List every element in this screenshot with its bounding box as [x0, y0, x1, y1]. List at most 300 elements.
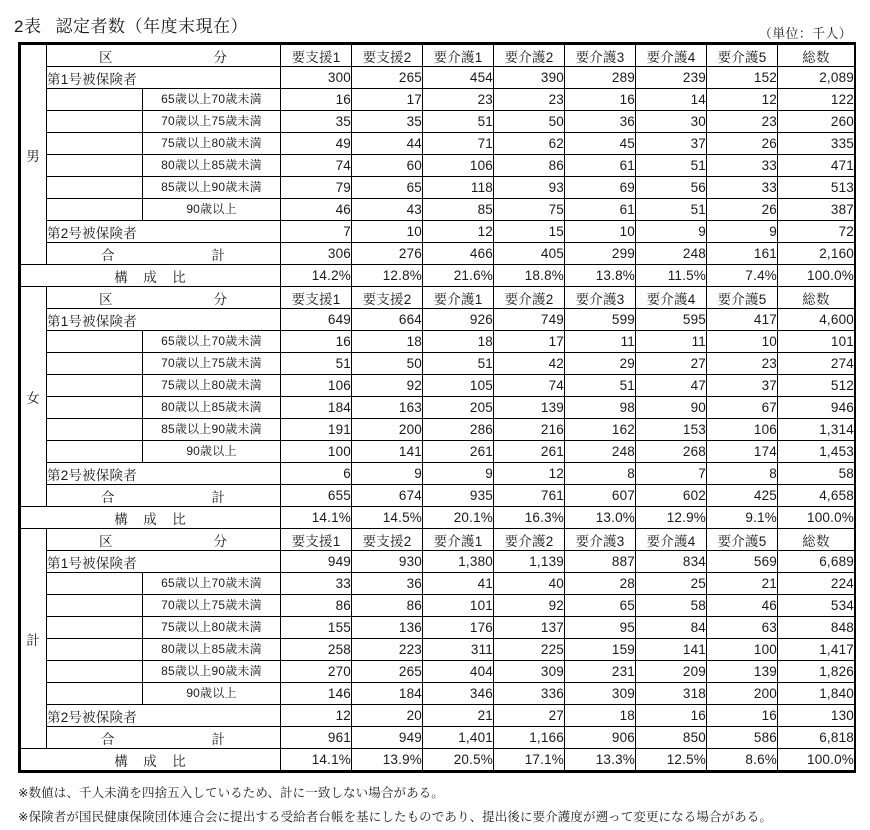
insured2-value: 12: [494, 463, 565, 485]
age-group-label: 85歳以上90歳未満: [161, 180, 262, 194]
row-age-group: [21, 573, 855, 595]
age-group-value: 30: [636, 111, 707, 133]
column-header-cell: 要介護2: [494, 287, 565, 309]
age-group-value: 35: [281, 111, 352, 133]
column-header-cell: 要介護4: [636, 529, 707, 551]
column-header-cell: 総数: [778, 287, 855, 309]
composition-ratio-value: 12.9%: [636, 507, 707, 529]
total-value: 602: [636, 485, 707, 507]
insured2-value: 21: [423, 705, 494, 727]
insured2-value: 9: [352, 463, 423, 485]
insured1-value: 887: [565, 551, 636, 573]
age-group-label: 70歳以上75歳未満: [161, 356, 262, 370]
row-age-group: [21, 419, 855, 441]
age-group-value: 50: [352, 353, 423, 375]
age-group-label-cell: [47, 155, 281, 177]
age-group-value: 118: [423, 177, 494, 199]
age-group-value: 26: [707, 199, 778, 221]
age-group-value: 223: [352, 639, 423, 661]
age-group-value: 23: [707, 353, 778, 375]
age-group-value: 191: [281, 419, 352, 441]
insured1-value: 454: [423, 67, 494, 89]
insured1-value: 417: [707, 309, 778, 331]
insured2-value: 7: [281, 221, 352, 243]
total-value: 1,166: [494, 727, 565, 749]
age-group-value: 184: [281, 397, 352, 419]
row-total: [21, 485, 855, 507]
age-group-value: 174: [707, 441, 778, 463]
total-label-right: 計: [211, 731, 226, 747]
age-group-value: 848: [778, 617, 855, 639]
composition-ratio-value: 18.8%: [494, 265, 565, 287]
age-group-value: 74: [281, 155, 352, 177]
section-label: 女: [21, 287, 47, 507]
age-group-value: 86: [352, 595, 423, 617]
insured1-value: 834: [636, 551, 707, 573]
age-group-value: 309: [494, 661, 565, 683]
section-label: 計: [21, 529, 47, 749]
age-group-value: 92: [352, 375, 423, 397]
age-group-value: 471: [778, 155, 855, 177]
age-group-label: 90歳以上: [186, 444, 237, 458]
age-group-value: 23: [494, 89, 565, 111]
age-group-label-cell: [47, 639, 281, 661]
row-age-group: [21, 595, 855, 617]
total-label-cell: [47, 243, 281, 265]
row-label: 第2号被保険者: [47, 463, 281, 485]
composition-ratio-value: 20.1%: [423, 507, 494, 529]
age-group-value: 137: [494, 617, 565, 639]
age-group-label: 65歳以上70歳未満: [161, 334, 262, 348]
age-group-value: 90: [636, 397, 707, 419]
row-insured-category-2: [21, 221, 855, 243]
age-group-value: 17: [352, 89, 423, 111]
category-header: [47, 529, 281, 551]
age-group-value: 106: [707, 419, 778, 441]
age-group-value: 387: [778, 199, 855, 221]
age-group-label: 90歳以上: [186, 686, 237, 700]
age-group-value: 69: [565, 177, 636, 199]
age-group-label-cell: [47, 331, 281, 353]
age-group-value: 85: [423, 199, 494, 221]
column-header-cell: 要支援2: [352, 529, 423, 551]
age-group-value: 513: [778, 177, 855, 199]
age-group-label: 65歳以上70歳未満: [161, 92, 262, 106]
row-age-group: [21, 353, 855, 375]
age-group-label-cell: [47, 199, 281, 221]
composition-ratio-value: 14.2%: [281, 265, 352, 287]
age-group-value: 61: [565, 199, 636, 221]
composition-ratio-value: 100.0%: [778, 749, 855, 771]
insured2-value: 12: [423, 221, 494, 243]
composition-ratio-value: 20.5%: [423, 749, 494, 771]
age-group-value: 11: [565, 331, 636, 353]
age-group-value: 159: [565, 639, 636, 661]
age-group-value: 75: [494, 199, 565, 221]
age-group-value: 100: [281, 441, 352, 463]
age-group-value: 268: [636, 441, 707, 463]
age-group-value: 270: [281, 661, 352, 683]
age-group-value: 404: [423, 661, 494, 683]
composition-ratio-value: 16.3%: [494, 507, 565, 529]
age-group-value: 51: [565, 375, 636, 397]
column-header-cell: 総数: [778, 45, 855, 67]
composition-ratio-value: 7.4%: [707, 265, 778, 287]
insured2-value: 8: [707, 463, 778, 485]
age-group-value: 1,840: [778, 683, 855, 705]
total-label-right: 計: [211, 247, 226, 263]
age-group-value: 65: [565, 595, 636, 617]
column-header-row: [21, 529, 855, 551]
total-value: 405: [494, 243, 565, 265]
age-group-label: 85歳以上90歳未満: [161, 422, 262, 436]
age-group-value: 47: [636, 375, 707, 397]
age-group-value: 261: [494, 441, 565, 463]
age-group-value: 16: [281, 89, 352, 111]
age-group-value: 274: [778, 353, 855, 375]
total-value: 906: [565, 727, 636, 749]
insured1-value: 1,380: [423, 551, 494, 573]
column-header-cell: 要支援1: [281, 45, 352, 67]
row-age-group: [21, 683, 855, 705]
insured1-value: 664: [352, 309, 423, 331]
total-value: 674: [352, 485, 423, 507]
age-group-value: 79: [281, 177, 352, 199]
age-group-value: 163: [352, 397, 423, 419]
age-group-value: 35: [352, 111, 423, 133]
age-group-value: 335: [778, 133, 855, 155]
age-group-value: 139: [707, 661, 778, 683]
age-group-value: 61: [565, 155, 636, 177]
age-group-value: 260: [778, 111, 855, 133]
age-group-label-cell: [47, 375, 281, 397]
row-insured-category-1: [21, 551, 855, 573]
column-header-cell: 要介護1: [423, 529, 494, 551]
insured2-value: 15: [494, 221, 565, 243]
age-group-value: 258: [281, 639, 352, 661]
age-group-value: 106: [423, 155, 494, 177]
total-label-cell: [47, 727, 281, 749]
total-label-left: 合: [101, 489, 116, 505]
insured1-value: 390: [494, 67, 565, 89]
row-label: 第1号被保険者: [47, 309, 281, 331]
age-group-value: 51: [423, 111, 494, 133]
age-group-label: 70歳以上75歳未満: [161, 598, 262, 612]
row-composition-ratio: [21, 265, 855, 287]
age-group-value: 11: [636, 331, 707, 353]
total-value: 299: [565, 243, 636, 265]
age-group-value: 37: [636, 133, 707, 155]
row-insured-category-2: [21, 705, 855, 727]
total-value: 850: [636, 727, 707, 749]
age-group-value: 318: [636, 683, 707, 705]
age-group-value: 43: [352, 199, 423, 221]
row-insured-category-1: [21, 309, 855, 331]
footnotes: [18, 782, 856, 830]
age-group-value: 84: [636, 617, 707, 639]
age-group-value: 36: [565, 111, 636, 133]
insured1-value: 239: [636, 67, 707, 89]
insured1-value: 1,139: [494, 551, 565, 573]
section-label: 男: [21, 45, 47, 265]
insured1-value: 300: [281, 67, 352, 89]
age-group-value: 146: [281, 683, 352, 705]
age-group-value: 58: [636, 595, 707, 617]
age-group-value: 41: [423, 573, 494, 595]
insured1-value: 595: [636, 309, 707, 331]
row-total: [21, 727, 855, 749]
column-header-cell: 要介護5: [707, 529, 778, 551]
total-label-left: 合: [101, 731, 116, 747]
total-value: 586: [707, 727, 778, 749]
category-header-left: 区: [99, 291, 114, 307]
row-age-group: [21, 133, 855, 155]
total-label-cell: [47, 485, 281, 507]
age-group-value: 122: [778, 89, 855, 111]
age-group-value: 56: [636, 177, 707, 199]
column-header-cell: 要介護3: [565, 529, 636, 551]
composition-ratio-value: 12.8%: [352, 265, 423, 287]
column-header-cell: 要介護2: [494, 529, 565, 551]
age-group-label-cell: [47, 177, 281, 199]
insured2-value: 7: [636, 463, 707, 485]
age-group-value: 101: [423, 595, 494, 617]
insured1-value: 4,600: [778, 309, 855, 331]
age-group-value: 200: [707, 683, 778, 705]
row-age-group: [21, 397, 855, 419]
age-group-label: 85歳以上90歳未満: [161, 664, 262, 678]
row-age-group: [21, 177, 855, 199]
title-row: [0, 0, 870, 40]
column-header-cell: 要介護4: [636, 287, 707, 309]
row-age-group: [21, 617, 855, 639]
footnote-item: ※数値は、千人未満を四捨五入しているため、計に一致しない場合がある。: [18, 786, 444, 800]
composition-ratio-value: 14.1%: [281, 749, 352, 771]
age-group-label: 65歳以上70歳未満: [161, 576, 262, 590]
total-value: 6,818: [778, 727, 855, 749]
insured2-value: 18: [565, 705, 636, 727]
total-value: 425: [707, 485, 778, 507]
age-group-value: 141: [352, 441, 423, 463]
age-group-label: 90歳以上: [186, 202, 237, 216]
row-insured-category-2: [21, 463, 855, 485]
age-group-value: 248: [565, 441, 636, 463]
total-value: 466: [423, 243, 494, 265]
total-label-left: 合: [101, 247, 116, 263]
composition-ratio-value: 8.6%: [707, 749, 778, 771]
age-group-value: 100: [707, 639, 778, 661]
row-age-group: [21, 441, 855, 463]
age-group-label: 75歳以上80歳未満: [161, 620, 262, 634]
column-header-cell: 要介護1: [423, 45, 494, 67]
row-age-group: [21, 111, 855, 133]
age-group-value: 10: [707, 331, 778, 353]
insured1-value: 930: [352, 551, 423, 573]
total-value: 761: [494, 485, 565, 507]
age-group-value: 16: [565, 89, 636, 111]
age-group-value: 336: [494, 683, 565, 705]
age-group-value: 512: [778, 375, 855, 397]
insured2-value: 12: [281, 705, 352, 727]
age-group-value: 946: [778, 397, 855, 419]
age-group-value: 44: [352, 133, 423, 155]
row-age-group: [21, 375, 855, 397]
insured2-value: 130: [778, 705, 855, 727]
age-group-value: 16: [281, 331, 352, 353]
composition-ratio-value: 14.5%: [352, 507, 423, 529]
age-group-value: 33: [281, 573, 352, 595]
age-group-value: 346: [423, 683, 494, 705]
age-group-value: 29: [565, 353, 636, 375]
insured2-value: 6: [281, 463, 352, 485]
row-age-group: [21, 199, 855, 221]
column-header-cell: 要支援1: [281, 287, 352, 309]
age-group-value: 101: [778, 331, 855, 353]
row-composition-ratio: [21, 749, 855, 771]
insured1-value: 649: [281, 309, 352, 331]
age-group-label-cell: [47, 353, 281, 375]
age-group-value: 63: [707, 617, 778, 639]
age-group-value: 136: [352, 617, 423, 639]
age-group-value: 51: [636, 199, 707, 221]
category-header-right: 分: [213, 49, 228, 65]
row-total: [21, 243, 855, 265]
total-value: 961: [281, 727, 352, 749]
age-group-value: 60: [352, 155, 423, 177]
age-group-value: 12: [707, 89, 778, 111]
total-value: 161: [707, 243, 778, 265]
age-group-label-cell: [47, 419, 281, 441]
insured1-value: 926: [423, 309, 494, 331]
page-title: [14, 12, 248, 37]
row-age-group: [21, 155, 855, 177]
column-header-cell: 要介護5: [707, 45, 778, 67]
age-group-value: 311: [423, 639, 494, 661]
insured2-value: 10: [352, 221, 423, 243]
total-value: 935: [423, 485, 494, 507]
row-label: 第2号被保険者: [47, 705, 281, 727]
certified-persons-table: [20, 44, 855, 771]
age-group-label: 80歳以上85歳未満: [161, 158, 262, 172]
table-title: 認定者数（年度末現在）: [55, 17, 248, 36]
row-age-group: [21, 89, 855, 111]
age-group-value: 155: [281, 617, 352, 639]
table-body: [21, 45, 855, 771]
composition-ratio-value: 100.0%: [778, 265, 855, 287]
composition-ratio-value: 17.1%: [494, 749, 565, 771]
age-group-label-cell: [47, 111, 281, 133]
age-group-label-cell: [47, 617, 281, 639]
row-age-group: [21, 661, 855, 683]
total-value: 655: [281, 485, 352, 507]
category-header: [47, 287, 281, 309]
age-group-label: 75歳以上80歳未満: [161, 136, 262, 150]
row-label: 第1号被保険者: [47, 67, 281, 89]
age-group-value: 71: [423, 133, 494, 155]
age-group-value: 225: [494, 639, 565, 661]
column-header-row: [21, 287, 855, 309]
age-group-value: 25: [636, 573, 707, 595]
category-header-left: 区: [99, 533, 114, 549]
total-value: 949: [352, 727, 423, 749]
insured1-value: 749: [494, 309, 565, 331]
insured2-value: 20: [352, 705, 423, 727]
age-group-value: 205: [423, 397, 494, 419]
age-group-value: 141: [636, 639, 707, 661]
age-group-value: 33: [707, 155, 778, 177]
row-composition-ratio: [21, 507, 855, 529]
age-group-label-cell: [47, 89, 281, 111]
age-group-value: 51: [423, 353, 494, 375]
composition-ratio-value: 13.3%: [565, 749, 636, 771]
column-header-cell: 要介護5: [707, 287, 778, 309]
total-value: 4,658: [778, 485, 855, 507]
age-group-value: 139: [494, 397, 565, 419]
age-group-value: 534: [778, 595, 855, 617]
insured2-value: 8: [565, 463, 636, 485]
age-group-label: 70歳以上75歳未満: [161, 114, 262, 128]
insured1-value: 2,089: [778, 67, 855, 89]
column-header-cell: 要介護2: [494, 45, 565, 67]
age-group-value: 26: [707, 133, 778, 155]
age-group-value: 51: [636, 155, 707, 177]
age-group-value: 106: [281, 375, 352, 397]
total-value: 248: [636, 243, 707, 265]
age-group-value: 36: [352, 573, 423, 595]
age-group-value: 45: [565, 133, 636, 155]
age-group-value: 231: [565, 661, 636, 683]
age-group-value: 162: [565, 419, 636, 441]
column-header-cell: 要介護3: [565, 287, 636, 309]
column-header-cell: 要介護3: [565, 45, 636, 67]
insured2-value: 16: [707, 705, 778, 727]
insured2-value: 27: [494, 705, 565, 727]
insured2-value: 9: [636, 221, 707, 243]
age-group-label-cell: [47, 661, 281, 683]
table-number: 2表: [14, 17, 42, 36]
age-group-value: 21: [707, 573, 778, 595]
age-group-label-cell: [47, 397, 281, 419]
age-group-value: 23: [423, 89, 494, 111]
composition-ratio-value: 100.0%: [778, 507, 855, 529]
age-group-value: 62: [494, 133, 565, 155]
age-group-value: 105: [423, 375, 494, 397]
age-group-value: 1,417: [778, 639, 855, 661]
age-group-value: 37: [707, 375, 778, 397]
row-age-group: [21, 639, 855, 661]
composition-ratio-value: 14.1%: [281, 507, 352, 529]
insured2-value: 9: [707, 221, 778, 243]
age-group-value: 18: [423, 331, 494, 353]
age-group-value: 184: [352, 683, 423, 705]
row-insured-category-1: [21, 67, 855, 89]
age-group-value: 224: [778, 573, 855, 595]
insured1-value: 289: [565, 67, 636, 89]
row-age-group: [21, 331, 855, 353]
total-value: 1,401: [423, 727, 494, 749]
composition-ratio-value: 13.8%: [565, 265, 636, 287]
column-header-cell: 要支援2: [352, 45, 423, 67]
age-group-label-cell: [47, 133, 281, 155]
column-header-cell: 要介護4: [636, 45, 707, 67]
total-value: 2,160: [778, 243, 855, 265]
age-group-value: 86: [281, 595, 352, 617]
age-group-value: 209: [636, 661, 707, 683]
column-header-cell: 総数: [778, 529, 855, 551]
age-group-value: 74: [494, 375, 565, 397]
composition-ratio-label: 構 成 比: [21, 507, 281, 529]
age-group-value: 176: [423, 617, 494, 639]
